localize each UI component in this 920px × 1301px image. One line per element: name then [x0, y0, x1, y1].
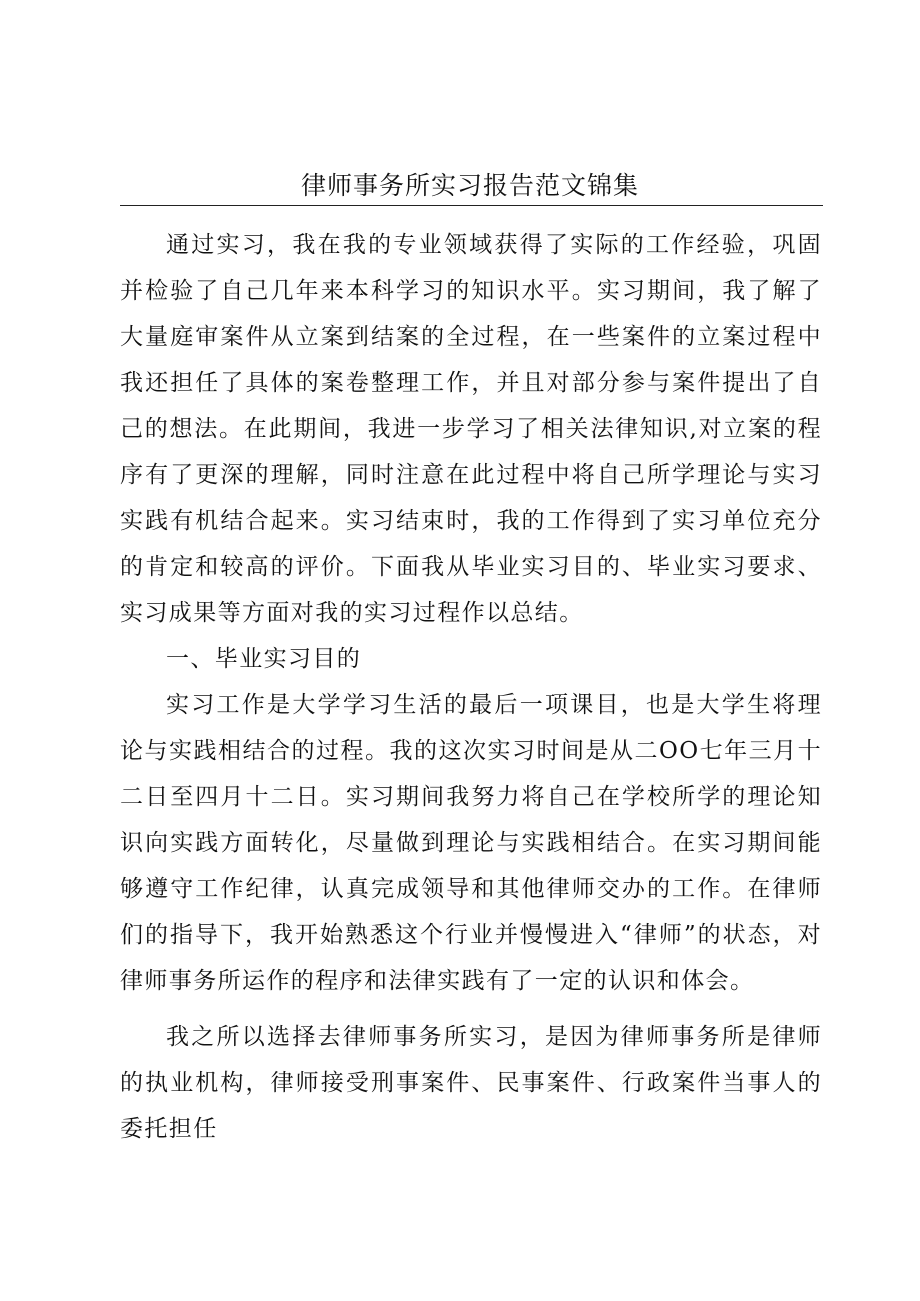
paragraph-reason: 我之所以选择去律师事务所实习，是因为律师事务所是律师的执业机构，律师接受刑事案件、民事案件、行政案件当事人的委托担任: [120, 1024, 822, 1142]
document-title: 律师事务所实习报告范文锦集: [300, 171, 639, 200]
document-body: [120, 222, 822, 1152]
title-underline: [120, 205, 823, 206]
paragraph-intro: 通过实习，我在我的专业领域获得了实际的工作经验，巩固并检验了自己几年来本科学习的知识水平。实习期间，我了解了大量庭审案件从立案到结案的全过程，在一些案件的立案过程中我还担任了具体的案卷整理工作，并且对部分参与案件提出了自己的想法。在此期间，我进一步学习了相关法律知识,对立案的程序有了更深的理解，同时注意在此过程中将自己所学理论与实习实践有机结合起来。实习结束时，我的工作得到了实习单位充分的肯定和较高的评价。下面我从毕业实习目的、毕业实习要求、实习成果等方面对我的实习过程作以总结。: [120, 232, 822, 626]
paragraph-purpose: 实习工作是大学学习生活的最后一项课目，也是大学生将理论与实践相结合的过程。我的这次实习时间是从二OO七年三月十二日至四月十二日。实习期间我努力将自己在学校所学的理论知识向实践方面转化，尽量做到理论与实践相结合。在实习期间能够遵守工作纪律，认真完成领导和其他律师交办的工作。在律师们的指导下，我开始熟悉这个行业并慢慢进入“律师”的状态，对律师事务所运作的程序和法律实践有了一定的认识和体会。: [120, 692, 822, 994]
section-heading: 一、毕业实习目的: [166, 646, 362, 672]
